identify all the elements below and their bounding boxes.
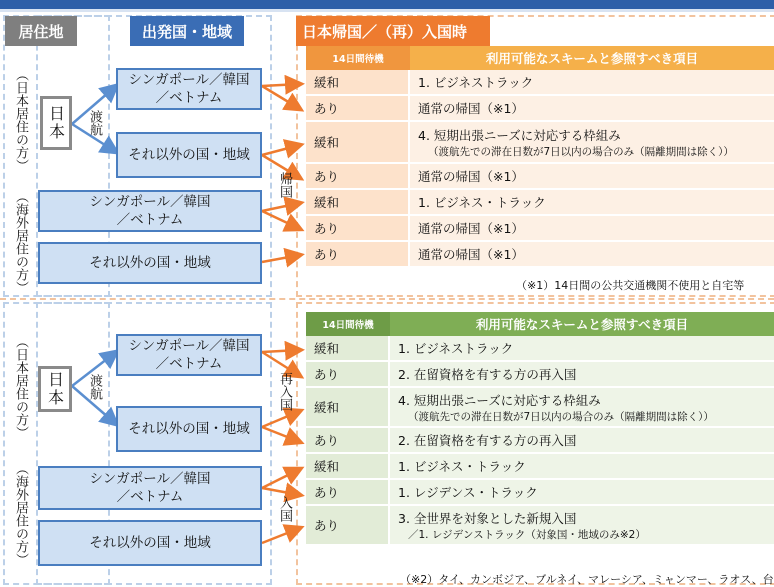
scheme-text: 通常の帰国（※1） (418, 247, 524, 262)
table-row (306, 362, 774, 388)
header-residence: 居住地 (5, 16, 77, 46)
scheme-cell (390, 506, 774, 546)
scheme-text: 2. 在留資格を有する方の再入国 (398, 367, 577, 382)
wait-cell: 緩和 (306, 454, 390, 480)
col-wait-header: 14日間待機 (306, 46, 410, 70)
col-scheme-header: 利用可能なスキームと参照すべき項目 (390, 312, 774, 336)
wait-cell: あり (306, 242, 410, 268)
scheme-text: 1. ビジネストラック (398, 341, 514, 356)
country-other-japan-top: それ以外の国・地域 (116, 132, 262, 178)
table-row (306, 122, 774, 164)
scheme-text: 3. 全世界を対象とした新規入国 (398, 510, 577, 526)
table-row (306, 506, 774, 546)
scheme-cell (390, 388, 774, 428)
scheme-cell (410, 96, 774, 122)
scheme-subtext: ／1. レジデンストラック（対象国・地域のみ※2） (408, 528, 646, 541)
wait-cell: あり (306, 428, 390, 454)
label-reentry: 再入国 (277, 372, 292, 411)
scheme-text: 通常の帰国（※1） (418, 221, 524, 236)
table-row (306, 70, 774, 96)
wait-cell: あり (306, 216, 410, 242)
wait-cell: 緩和 (306, 190, 410, 216)
scheme-text: 1. ビジネス・トラック (398, 459, 526, 474)
wait-cell: あり (306, 506, 390, 546)
arrow-b5 (262, 469, 300, 488)
arrow-r1 (262, 84, 300, 86)
country-sk-overseas-top: シンガポール／韓国 ／ベトナム (38, 190, 262, 232)
table-row (306, 242, 774, 268)
scheme-cell (390, 362, 774, 388)
country-other-japan-bottom: それ以外の国・地域 (116, 406, 262, 452)
label-overseas-residence-bottom: （海外居住の方） (13, 462, 28, 566)
wait-cell: 緩和 (306, 122, 410, 164)
scheme-text: 通常の帰国（※1） (418, 169, 524, 184)
footnote-1: （※1）14日間の公共交通機関不使用と自宅等 (516, 279, 745, 292)
scheme-subtext: （渡航先での滞在日数が7日以内の場合のみ（隔離期間は除く）） (428, 145, 734, 158)
country-other-overseas-top: それ以外の国・地域 (38, 242, 262, 284)
wait-cell: 緩和 (306, 70, 410, 96)
label-travel-top: 渡航 (87, 110, 102, 136)
arrow-r2 (262, 86, 300, 109)
table-row (306, 164, 774, 190)
label-travel-bottom: 渡航 (87, 374, 102, 400)
table-row (306, 216, 774, 242)
table-row (306, 190, 774, 216)
country-sk-japan-top: シンガポール／韓国 ／ベトナム (116, 68, 262, 110)
header-departure: 出発国・地域 (130, 16, 244, 46)
scheme-cell (390, 336, 774, 362)
scheme-text: 2. 在留資格を有する方の再入国 (398, 433, 577, 448)
country-sk-overseas-bottom: シンガポール／韓国 ／ベトナム (38, 466, 262, 510)
scheme-cell (390, 480, 774, 506)
scheme-text: 通常の帰国（※1） (418, 101, 524, 116)
scheme-cell (410, 164, 774, 190)
header-return: 日本帰国／（再）入国時 (296, 16, 490, 46)
wait-cell: あり (306, 96, 410, 122)
label-japan-residence-top: （日本居住の方） (13, 68, 28, 172)
arrow-b6 (262, 488, 300, 495)
scheme-cell (410, 122, 774, 164)
scheme-subtext: （渡航先での滞在日数が7日以内の場合のみ（隔離期間は除く）） (408, 410, 714, 423)
wait-cell: あり (306, 480, 390, 506)
scheme-text: 4. 短期出張ニーズに対応する枠組み (418, 127, 621, 143)
footnote-2: （※2）タイ、カンボジア、ブルネイ、マレーシア、ミャンマー、ラオス、台 (400, 573, 774, 586)
label-entry: 入国 (277, 496, 292, 522)
table-row (306, 336, 774, 362)
label-overseas-residence-top: （海外居住の方） (13, 190, 28, 294)
scheme-text: 1. ビジネス・トラック (418, 195, 546, 210)
scheme-cell (410, 242, 774, 268)
table-row (306, 96, 774, 122)
scheme-cell (410, 70, 774, 96)
scheme-table-top (306, 46, 774, 268)
japan-box-top: 日本 (40, 96, 72, 150)
label-japan-residence-bottom: （日本居住の方） (13, 335, 28, 439)
scheme-cell (410, 190, 774, 216)
arrow-b1 (262, 350, 300, 352)
col-wait-header: 14日間待機 (306, 312, 390, 336)
japan-box-bottom: 日本 (38, 366, 72, 412)
arrow-r7 (262, 255, 300, 262)
table-row (306, 428, 774, 454)
table-row (306, 480, 774, 506)
scheme-cell (410, 216, 774, 242)
wait-cell: 緩和 (306, 388, 390, 428)
scheme-table-bottom (306, 312, 774, 546)
wait-cell: あり (306, 362, 390, 388)
wait-cell: 緩和 (306, 336, 390, 362)
table-row (306, 454, 774, 480)
label-return: 帰国 (277, 172, 292, 198)
scheme-text: 1. レジデンス・トラック (398, 485, 538, 500)
wait-cell: あり (306, 164, 410, 190)
scheme-cell (390, 454, 774, 480)
scheme-text: 4. 短期出張ニーズに対応する枠組み (398, 392, 601, 408)
arrow-r3 (262, 145, 300, 155)
country-sk-japan-bottom: シンガポール／韓国 ／ベトナム (116, 334, 262, 376)
col-scheme-header: 利用可能なスキームと参照すべき項目 (410, 46, 774, 70)
arrow-r6 (262, 211, 300, 229)
scheme-text: 1. ビジネストラック (418, 75, 534, 90)
country-other-overseas-bottom: それ以外の国・地域 (38, 520, 262, 566)
table-row (306, 388, 774, 428)
scheme-cell (390, 428, 774, 454)
